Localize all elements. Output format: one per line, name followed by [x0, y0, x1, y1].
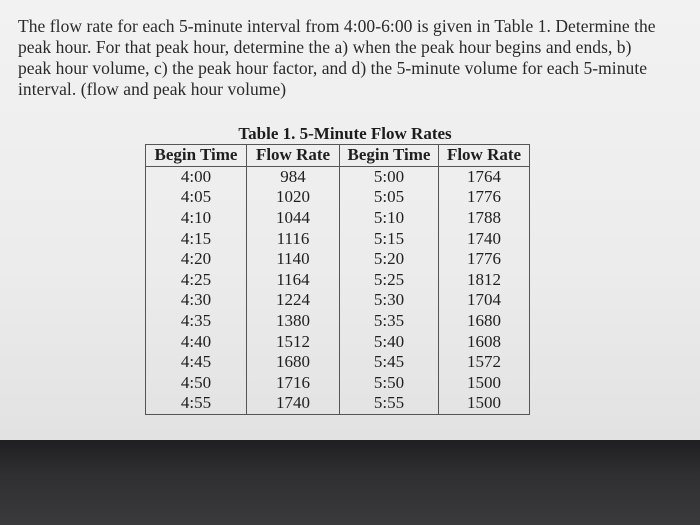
cell-begin-time: 5:15: [340, 228, 439, 249]
header-begin-time-2: Begin Time: [340, 145, 439, 167]
cell-begin-time: 4:10: [146, 208, 247, 229]
cell-flow-rate: 984: [247, 166, 340, 187]
table-row: [146, 228, 530, 249]
cell-flow-rate: 1500: [439, 373, 530, 394]
cell-begin-time: 5:00: [340, 166, 439, 187]
cell-flow-rate: 1680: [439, 311, 530, 332]
cell-begin-time: 5:35: [340, 311, 439, 332]
cell-begin-time: 5:40: [340, 331, 439, 352]
table-row: [146, 270, 530, 291]
cell-begin-time: 5:30: [340, 290, 439, 311]
table-header-row: [146, 145, 530, 167]
cell-flow-rate: 1680: [247, 352, 340, 373]
cell-begin-time: 5:45: [340, 352, 439, 373]
table-row: [146, 311, 530, 332]
problem-statement: [18, 16, 686, 100]
table-row: [146, 331, 530, 352]
cell-flow-rate: 1224: [247, 290, 340, 311]
table-row: [146, 208, 530, 229]
cell-begin-time: 4:40: [146, 331, 247, 352]
flow-rate-table: [145, 144, 530, 415]
cell-flow-rate: 1044: [247, 208, 340, 229]
header-begin-time: Begin Time: [146, 145, 247, 167]
table-row: [146, 187, 530, 208]
cell-flow-rate: 1500: [439, 393, 530, 414]
cell-flow-rate: 1776: [439, 249, 530, 270]
cell-begin-time: 4:15: [146, 228, 247, 249]
cell-begin-time: 5:55: [340, 393, 439, 414]
cell-begin-time: 5:25: [340, 270, 439, 291]
problem-line: The flow rate for each 5-minute interval from 4:00-6:00 is given in Table 1. Determine the: [18, 16, 656, 36]
header-flow-rate: Flow Rate: [247, 145, 340, 167]
cell-flow-rate: 1716: [247, 373, 340, 394]
cell-flow-rate: 1380: [247, 311, 340, 332]
cell-flow-rate: 1740: [247, 393, 340, 414]
table-row: [146, 166, 530, 187]
cell-begin-time: 4:25: [146, 270, 247, 291]
cell-flow-rate: 1140: [247, 249, 340, 270]
problem-line: interval. (flow and peak hour volume): [18, 79, 287, 99]
cell-flow-rate: 1608: [439, 331, 530, 352]
problem-line: peak hour. For that peak hour, determine the a) when the peak hour begins and ends, b): [18, 37, 632, 57]
cell-flow-rate: 1740: [439, 228, 530, 249]
cell-begin-time: 4:30: [146, 290, 247, 311]
cell-flow-rate: 1812: [439, 270, 530, 291]
problem-line: peak hour volume, c) the peak hour factor, and d) the 5-minute volume for each 5-minute: [18, 58, 648, 78]
cell-begin-time: 4:50: [146, 373, 247, 394]
cell-flow-rate: 1572: [439, 352, 530, 373]
table-caption: Table 1. 5-Minute Flow Rates: [238, 124, 452, 143]
cell-begin-time: 5:50: [340, 373, 439, 394]
monitor-bezel: [0, 440, 700, 525]
cell-begin-time: 4:05: [146, 187, 247, 208]
cell-begin-time: 5:20: [340, 249, 439, 270]
cell-flow-rate: 1020: [247, 187, 340, 208]
table-row: [146, 352, 530, 373]
header-flow-rate-2: Flow Rate: [439, 145, 530, 167]
cell-flow-rate: 1164: [247, 270, 340, 291]
cell-flow-rate: 1512: [247, 331, 340, 352]
cell-begin-time: 4:55: [146, 393, 247, 414]
table-row: [146, 249, 530, 270]
cell-begin-time: 5:10: [340, 208, 439, 229]
cell-flow-rate: 1704: [439, 290, 530, 311]
cell-begin-time: 4:00: [146, 166, 247, 187]
cell-flow-rate: 1764: [439, 166, 530, 187]
table-row: [146, 393, 530, 414]
cell-begin-time: 4:35: [146, 311, 247, 332]
cell-flow-rate: 1788: [439, 208, 530, 229]
table-row: [146, 373, 530, 394]
table-row: [146, 290, 530, 311]
cell-begin-time: 5:05: [340, 187, 439, 208]
cell-begin-time: 4:20: [146, 249, 247, 270]
cell-flow-rate: 1116: [247, 228, 340, 249]
cell-flow-rate: 1776: [439, 187, 530, 208]
cell-begin-time: 4:45: [146, 352, 247, 373]
